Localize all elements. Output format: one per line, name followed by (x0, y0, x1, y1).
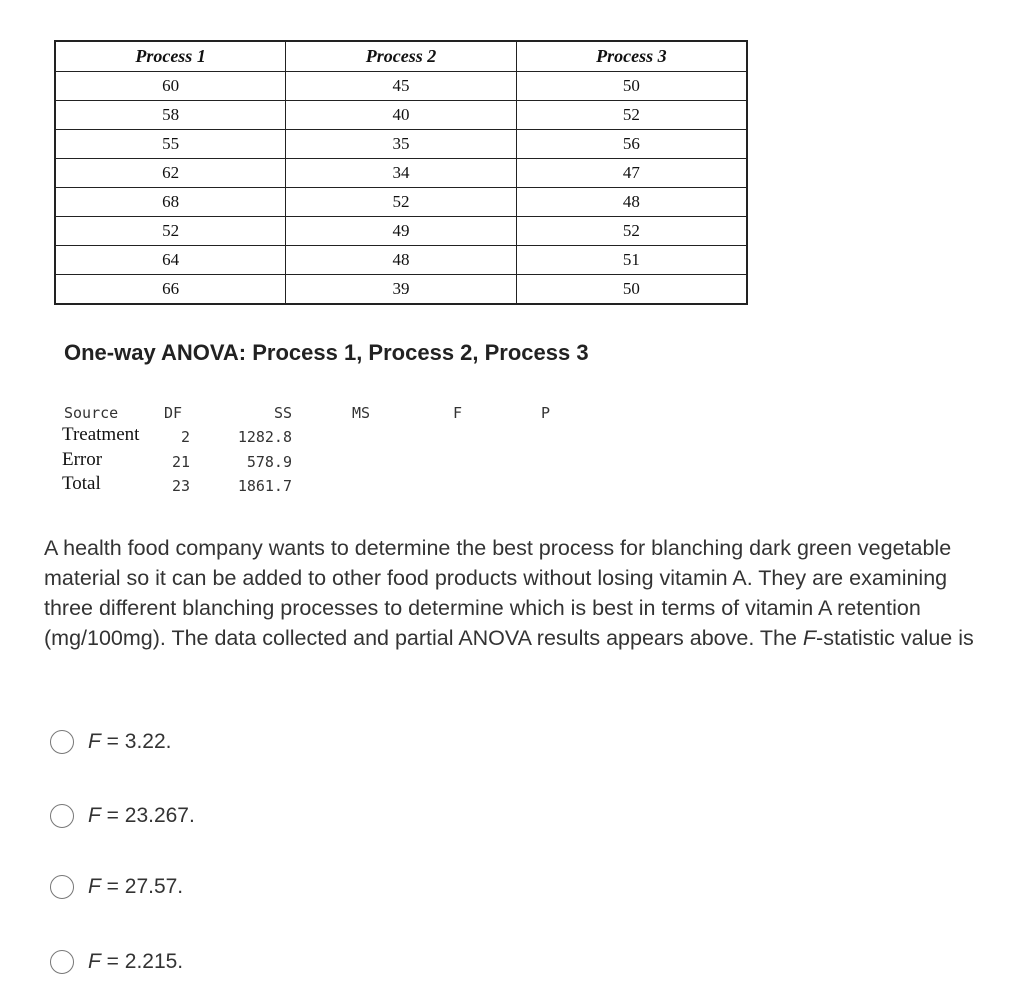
table-cell: 66 (55, 275, 286, 305)
answer-value: = 27.57. (100, 875, 184, 898)
table-cell: 48 (516, 188, 747, 217)
table-cell: 56 (516, 130, 747, 159)
table-cell: 62 (55, 159, 286, 188)
answer-variable: F (88, 730, 101, 753)
radio-button-icon[interactable] (50, 730, 74, 754)
radio-button-icon[interactable] (50, 950, 74, 974)
table-cell: 40 (286, 101, 517, 130)
table-cell: 52 (516, 217, 747, 246)
table-cell: 52 (55, 217, 286, 246)
anova-ss-treatment: 1282.8 (237, 428, 292, 446)
anova-ss-total: 1861.7 (237, 477, 292, 495)
table-row (55, 101, 747, 130)
anova-df-treatment: 2 (180, 428, 190, 446)
question-text (44, 533, 974, 653)
anova-ss-error: 578.9 (246, 453, 292, 471)
anova-header-ss: SS (273, 404, 292, 422)
column-header-process-3: Process 3 (516, 41, 747, 72)
table-header-row (55, 41, 747, 72)
anova-source-total: Total (62, 473, 101, 494)
anova-title: One-way ANOVA: Process 1, Process 2, Process 3 (64, 340, 589, 365)
column-header-process-1: Process 1 (55, 41, 286, 72)
answer-variable: F (88, 950, 101, 973)
answer-option-label (88, 730, 171, 754)
answer-option-2[interactable] (50, 804, 195, 828)
anova-header-ms: MS (352, 404, 371, 422)
table-cell: 58 (55, 101, 286, 130)
answer-variable: F (88, 804, 101, 827)
anova-header-f: F (453, 404, 463, 422)
answer-value: = 2.215. (100, 950, 184, 973)
answer-option-1[interactable] (50, 730, 171, 754)
answer-option-3[interactable] (50, 875, 183, 899)
table-cell: 55 (55, 130, 286, 159)
table-cell: 45 (286, 72, 517, 101)
anova-output (62, 402, 582, 502)
table-cell: 64 (55, 246, 286, 275)
answer-value: = 23.267. (100, 804, 195, 827)
table-cell: 50 (516, 72, 747, 101)
table-cell: 52 (286, 188, 517, 217)
radio-button-icon[interactable] (50, 875, 74, 899)
table-row (55, 72, 747, 101)
anova-source-treatment: Treatment (62, 424, 140, 445)
table-cell: 68 (55, 188, 286, 217)
table-row (55, 159, 747, 188)
table-cell: 49 (286, 217, 517, 246)
anova-header-source: Source (64, 404, 119, 422)
table-cell: 39 (286, 275, 517, 305)
anova-df-total: 23 (171, 477, 190, 495)
table-cell: 35 (286, 130, 517, 159)
table-row (55, 130, 747, 159)
table-row (55, 275, 747, 305)
table-cell: 60 (55, 72, 286, 101)
radio-button-icon[interactable] (50, 804, 74, 828)
table-cell: 47 (516, 159, 747, 188)
answer-option-4[interactable] (50, 950, 183, 974)
table-cell: 50 (516, 275, 747, 305)
table-cell: 51 (516, 246, 747, 275)
column-header-process-2: Process 2 (286, 41, 517, 72)
table-row (55, 246, 747, 275)
anova-header-df: DF (164, 404, 183, 422)
table-row (55, 217, 747, 246)
anova-source-error: Error (62, 449, 103, 470)
table-cell: 52 (516, 101, 747, 130)
question-text-after: -statistic value is (816, 626, 974, 650)
answer-option-label (88, 875, 183, 899)
answer-option-label (88, 804, 195, 828)
table-cell: 48 (286, 246, 517, 275)
anova-header-p: P (541, 404, 551, 422)
question-italic-term: F (802, 626, 817, 650)
table-row (55, 188, 747, 217)
process-data-table (54, 40, 748, 305)
answer-option-label (88, 950, 183, 974)
answer-variable: F (88, 875, 101, 898)
anova-df-error: 21 (171, 453, 190, 471)
table-cell: 34 (286, 159, 517, 188)
question-text-before: A health food company wants to determine the best process for blanching dark green vegetable material so it can be added to other food products without losing vitamin A. They are examining three different blanching processes to determine which is best in terms of vitamin A retention (mg/100mg). The data collected and partial ANOVA results appears above. The (44, 536, 952, 650)
answer-value: = 3.22. (100, 730, 172, 753)
